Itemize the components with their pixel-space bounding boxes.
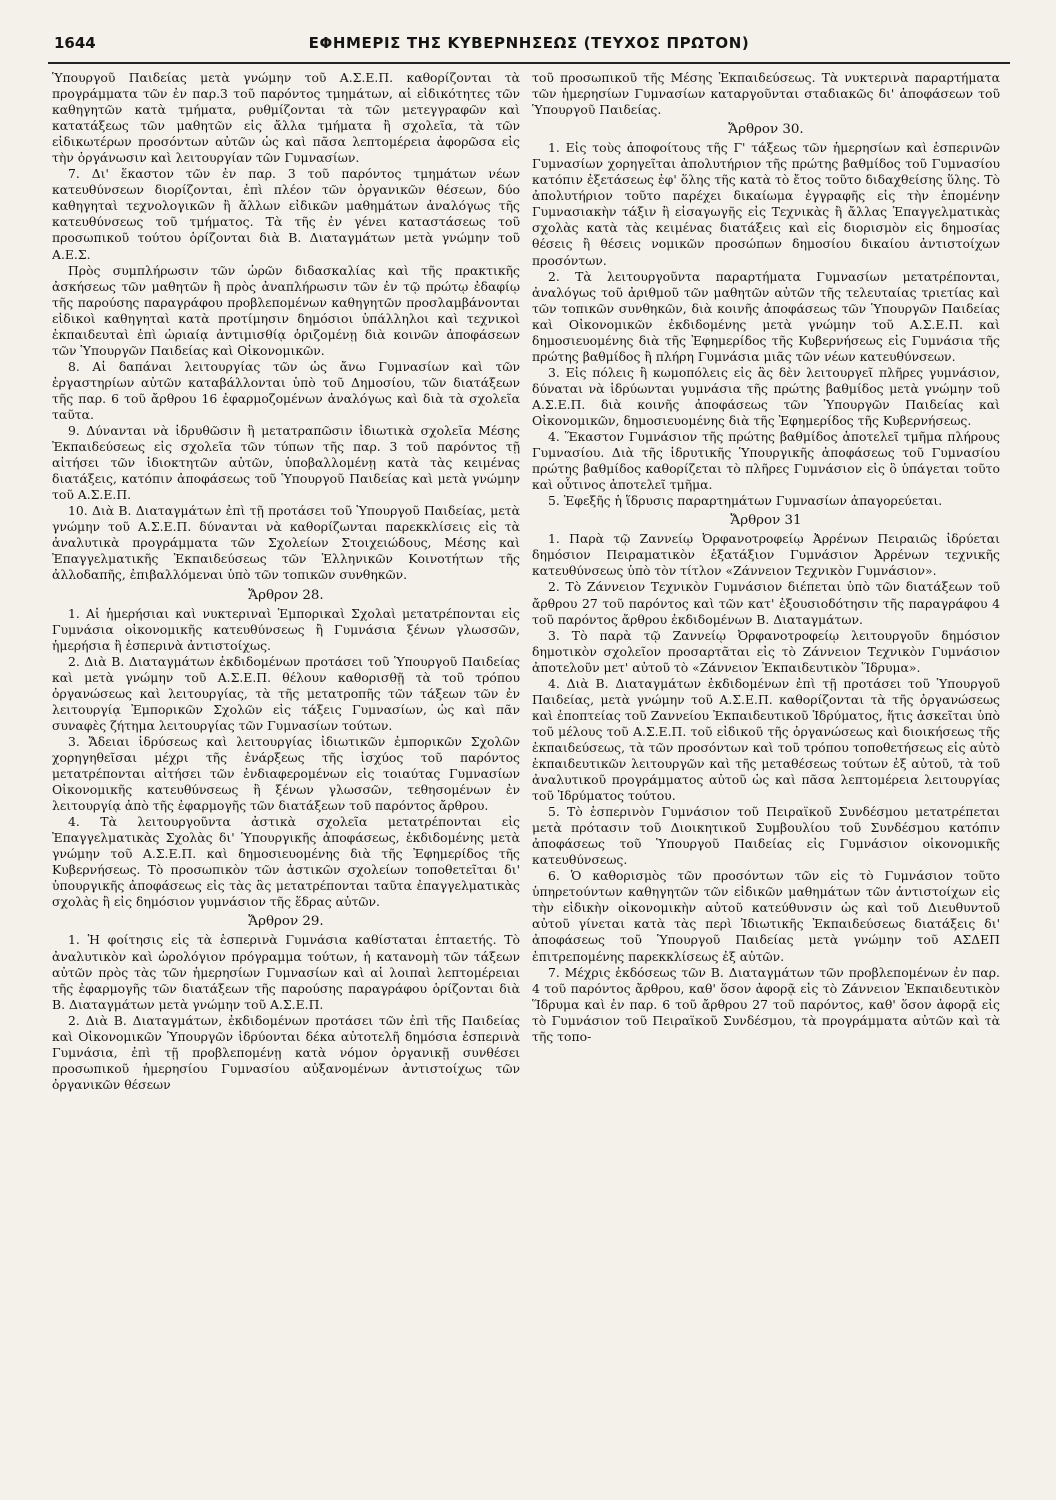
right-paragraph: 3. Τὸ παρὰ τῷ Ζαννείῳ Ὀρφανοτροφείῳ λειτουργοῦν δημόσιον δημοτικὸν σχολεῖον προσαρτᾶται εἰς τὸ Ζάννειον Τεχνικὸν Γυμνάσιον ἀποτελοῦν μετ' αὐτοῦ τὸ «Ζάννειον Ἐκπαιδευτικὸν Ἵδρυμα».	[532, 627, 1000, 675]
right-paragraph: 4. Διὰ Β. Διαταγμάτων ἐκδιδομένων ἐπὶ τῇ προτάσει τοῦ Ὑπουργοῦ Παιδείας, μετὰ γνώμην τοῦ Α.Σ.Ε.Π. καθορίζονται τὰ τῆς ὀργανώσεως καὶ ἐποπτείας τοῦ Ζαννείου Ἐκπαιδευτικοῦ Ἱδρύματος, ἥτις ἀσκεῖται ὑπὸ τοῦ μέλους τοῦ Α.Σ.Ε.Π. τοῦ εἰδικοῦ τῆς ὀργανώσεως καὶ διοικήσεως τῆς ἐκπαιδεύσεως, τὰ τῶν προσόντων καὶ τοῦ τρόπου τοποθετήσεως εἰς αὐτὸ ἐκπαιδευτικῶν λειτουργῶν καὶ τῆς μεταθέσεως τούτων ἐξ αὐτοῦ, τὰ τοῦ ἀναλυτικοῦ προγράμματος αὐτοῦ ὡς καὶ πᾶσα λεπτομέρεια λειτουργίας τοῦ Ἱδρύματος τούτου.	[532, 675, 1000, 804]
right-article-heading: Ἄρθρον 30.	[728, 122, 804, 138]
page-number: 1644	[54, 34, 96, 52]
right-paragraph: τοῦ προσωπικοῦ τῆς Μέσης Ἐκπαιδεύσεως. Τὰ νυκτερινὰ παραρτήματα τῶν ἡμερησίων Γυμνασίων καταργοῦνται σταδιακῶς δι' ἀποφάσεων τοῦ Ὑπουργοῦ Παιδείας.	[532, 70, 1000, 118]
left-paragraph: 8. Αἱ δαπάναι λειτουργίας τῶν ὡς ἄνω Γυμνασίων καὶ τῶν ἐργαστηρίων αὐτῶν καταβάλλονται ὑπὸ τοῦ Δημοσίου, τῶν διατάξεων τῆς παρ. 6 τοῦ ἄρθρου 16 ἐφαρμοζομένων ἀναλόγως καὶ διὰ τὰ σχολεῖα ταῦτα.	[52, 358, 520, 422]
page-header	[48, 28, 1010, 64]
left-paragraph: 3. Ἄδειαι ἱδρύσεως καὶ λειτουργίας ἰδιωτικῶν ἐμπορικῶν Σχολῶν χορηγηθεῖσαι μέχρι τῆς ἐνάρξεως τῆς ἰσχύος τοῦ παρόντος μετατρέπονται αἰτήσει τῶν ἐνδιαφερομένων εἰς τοιαύτας Γυμνασίων Οἰκονομικῆς κατευθύνσεως ἢ ξένων γλωσσῶν, τεθησομένων ἐν λειτουργίᾳ ἀπὸ τῆς ἐφαρμογῆς τῶν διατάξεων τοῦ παρόντος ἄρθρου.	[52, 733, 520, 814]
left-paragraph: 1. Ἡ φοίτησις εἰς τὰ ἑσπερινὰ Γυμνάσια καθίσταται ἑπταετής. Τὸ ἀναλυτικὸν καὶ ὡρολόγιον πρόγραμμα τούτων, ἡ κατανομὴ τῶν τάξεων αὐτῶν πρὸς τὰς τῶν ἡμερησίων Γυμνασίων καὶ αἱ λοιπαὶ λεπτομέρειαι τῆς ἐφαρμογῆς τῶν διατάξεων τῆς παρούσης παραγράφου ὁρίζονται διὰ Β. Διαταγμάτων μετὰ γνώμην τοῦ Α.Σ.Ε.Π.	[52, 932, 520, 1012]
right-paragraph: 2. Τὸ Ζάννειον Τεχνικὸν Γυμνάσιον διέπεται ὑπὸ τῶν διατάξεων τοῦ ἄρθρου 27 τοῦ παρόντος καὶ τῶν κατ' ἐξουσιοδότησιν τῆς παραγράφου 4 τοῦ παρόντος ἄρθρου ἐκδιδομένων Β. Διαταγμάτων.	[532, 579, 1000, 627]
right-paragraph: 5. Τὸ ἑσπερινὸν Γυμνάσιον τοῦ Πειραϊκοῦ Συνδέσμου μετατρέπεται μετὰ πρότασιν τοῦ Διοικητικοῦ Συμβουλίου τοῦ Συνδέσμου κατόπιν ἀποφάσεως τοῦ Ὑπουργοῦ Παιδείας εἰς Γυμνάσιον οἰκονομικῆς κατευθύνσεως.	[532, 804, 1000, 868]
left-paragraph: Πρὸς συμπλήρωσιν τῶν ὡρῶν διδασκαλίας καὶ τῆς πρακτικῆς ἀσκήσεως τῶν μαθητῶν ἢ πρὸς ἀναπλήρωσιν τῶν ἐν τῷ πρώτῳ ἐδαφίῳ τῆς παρούσης παραγράφου προβλεπομένων καθηγητῶν προσλαμβάνονται εἰδικοὶ καθηγηταὶ κατὰ προτίμησιν δημόσιοι ὑπάλληλοι καὶ τεχνικοὶ ἐκπαιδευταὶ ἐπὶ ὡριαίᾳ ἀντιμισθίᾳ ὁριζομένῃ διὰ κοινῶν ἀποφάσεων τῶν Ὑπουργῶν Παιδείας καὶ Οἰκονομικῶν.	[52, 262, 520, 358]
left-article-heading: Ἄρθρον 29.	[248, 914, 324, 930]
left-column	[52, 70, 520, 1488]
left-paragraph: 4. Τὰ λειτουργοῦντα ἀστικὰ σχολεῖα μετατρέπονται εἰς Ἐπαγγελματικὰς Σχολὰς δι' Ὑπουργικῆς ἀποφάσεως, ἐκδιδομένης μετὰ γνώμην τοῦ Α.Σ.Ε.Π. καὶ δημοσιευομένης διὰ τῆς Ἐφημερίδος τῆς Κυβερνήσεως. Τὸ προσωπικὸν τῶν ἀστικῶν σχολείων τοποθετεῖται δι' ὑπουργικῆς ἀποφάσεως εἰς τὰς ἃς μετατρέπονται ταῦτα ἐπαγγελματικὰς σχολὰς ἢ εἰς δημόσιον γυμνάσιον τῆς ἕδρας αὐτῶν.	[52, 814, 520, 910]
left-paragraph: Ὑπουργοῦ Παιδείας μετὰ γνώμην τοῦ Α.Σ.Ε.Π. καθορίζονται τὰ προγράμματα τῶν ἐν παρ.3 τοῦ παρόντος τμημάτων, αἱ εἰδικότητες τῶν καθηγητῶν κατὰ τμήματα, ρυθμίζονται τὰ τῶν μετεγγραφῶν καὶ κατατάξεως τῶν μαθητῶν εἰς ἄλλα τμήματα ἢ σχολεῖα, τὰ τῶν εἰδικωτέρων προσόντων αὐτῶν ὡς καὶ πᾶσα λεπτομέρεια ἀφορῶσα εἰς τὴν ὀργάνωσιν καὶ λειτουργίαν τῶν Γυμνασίων.	[52, 70, 520, 166]
left-paragraph: 10. Διὰ Β. Διαταγμάτων ἐπὶ τῇ προτάσει τοῦ Ὑπουργοῦ Παιδείας, μετὰ γνώμην τοῦ Α.Σ.Ε.Π. δύνανται νὰ καθορίζωνται παρεκκλίσεις εἰς τὰ ἀναλυτικὰ προγράμματα τῶν Σχολείων Στοιχειώδους, Μέσης καὶ Ἐπαγγελματικῆς Ἐκπαιδεύσεως τῶν Ἑλληνικῶν Κοινοτήτων τῆς ἀλλοδαπῆς, ἐπιβαλλόμεναι ὑπὸ τῶν τοπικῶν συνθηκῶν.	[52, 503, 520, 583]
right-paragraph: 3. Εἰς πόλεις ἢ κωμοπόλεις εἰς ἃς δὲν λειτουργεῖ πλῆρες γυμνάσιον, δύναται νὰ ἱδρύωνται γυμνάσια τῆς πρώτης βαθμίδος μετὰ γνώμην τοῦ Α.Σ.Ε.Π. διὰ κοινῆς ἀποφάσεως τῶν Ὑπουργῶν Παιδείας καὶ Οἰκονομικῶν, δημοσιευομένης διὰ τῆς Ἐφημερίδος τῆς Κυβερνήσεως.	[532, 364, 1000, 428]
left-article-heading: Ἄρθρον 28.	[248, 587, 324, 603]
right-paragraph: 6. Ὁ καθορισμὸς τῶν προσόντων τῶν εἰς τὸ Γυμνάσιον τοῦτο ὑπηρετούντων καθηγητῶν τῶν εἰδικῶν μαθημάτων τῶν ἀντιστοίχων εἰς τὴν εἰδικὴν οἰκονομικὴν αὐτοῦ κατεύθυνσιν ὡς καὶ τοῦ Διευθυντοῦ αὐτοῦ γίνεται κατὰ τὰς περὶ Ἰδιωτικῆς Ἐκπαιδεύσεως διατάξεις δι' ἀποφάσεως τοῦ Ὑπουργοῦ Παιδείας μετὰ γνώμην τοῦ ΑΣΔΕΠ ἐπιτρεπομένης παρεκκλίσεως ἐξ αὐτῶν.	[532, 868, 1000, 964]
left-paragraph: 9. Δύνανται νὰ ἱδρυθῶσιν ἢ μετατραπῶσιν ἰδιωτικὰ σχολεῖα Μέσης Ἐκπαιδεύσεως εἰς σχολεῖα τῶν τύπων τῆς παρ. 3 τοῦ παρόντος τῇ αἰτήσει τῶν ἰδιοκτητῶν αὐτῶν, ὑποβαλλομένῃ κατὰ τὰς κειμένας διατάξεις, κατόπιν ἀποφάσεως τοῦ Ὑπουργοῦ Παιδείας καὶ μετὰ γνώμην τοῦ Α.Σ.Ε.Π.	[52, 423, 520, 503]
left-paragraph: 7. Δι' ἕκαστον τῶν ἐν παρ. 3 τοῦ παρόντος τμημάτων νέων κατευθύνσεων διορίζονται, ἐπὶ πλέον τῶν ὀργανικῶν θέσεων, δύο καθηγηταὶ τεχνολογικῶν ἢ ἄλλων εἰδικῶν μαθημάτων ἀναλόγως τῆς κατευθύνσεως τοῦ τμήματος. Τὰ τῆς ἐν γένει καταστάσεως τοῦ προσωπικοῦ τούτου ὁρίζονται διὰ Β. Διαταγμάτων μετὰ γνώμην τοῦ Α.Ε.Σ.	[52, 166, 520, 262]
right-paragraph: 1. Εἰς τοὺς ἀποφοίτους τῆς Γ' τάξεως τῶν ἡμερησίων καὶ ἑσπερινῶν Γυμνασίων χορηγεῖται ἀπολυτήριον τῆς πρώτης βαθμίδος τοῦ Γυμνασίου κατόπιν ἐξετάσεως ἐφ' ὅλης τῆς κατὰ τὸ ἔτος τοῦτο διδαχθείσης ὕλης. Τὸ ἀπολυτήριον τοῦτο παρέχει δικαίωμα ἐγγραφῆς εἰς τὴν ἑπομένην Γυμνασιακὴν τάξιν ἢ εἰσαγωγῆς εἰς Τεχνικὰς ἢ ἄλλας Ἐπαγγελματικὰς σχολὰς κατὰ τὰς κειμένας διατάξεις καὶ εἰς διορισμὸν εἰς δημοσίας θέσεις ἢ θέσεις νομικῶν προσώπων δημοσίου δικαίου ἀντιστοίχων προσόντων.	[532, 140, 1000, 268]
left-paragraph: 2. Διὰ Β. Διαταγμάτων ἐκδιδομένων προτάσει τοῦ Ὑπουργοῦ Παιδείας καὶ μετὰ γνώμην τοῦ Α.Σ.Ε.Π. θέλουν καθορισθῇ τὰ τοῦ τρόπου ὀργανώσεως καὶ λειτουργίας, τὰ τῆς μετατροπῆς τῶν τάξεων τῶν ἐν λειτουργίᾳ Ἐμπορικῶν Σχολῶν εἰς τάξεις Γυμνασίων, ὡς καὶ πᾶν συναφὲς ζήτημα λειτουργίας τῶν Γυμνασίων τούτων.	[52, 653, 520, 733]
right-column	[532, 70, 1000, 1488]
right-paragraph: 7. Μέχρις ἐκδόσεως τῶν Β. Διαταγμάτων τῶν προβλεπομένων ἐν παρ. 4 τοῦ παρόντος ἄρθρου, καθ' ὅσον ἀφορᾷ εἰς τὸ Ζάννειον Ἐκπαιδευτικὸν Ἵδρυμα καὶ ἐν παρ. 6 τοῦ ἄρθρου 27 τοῦ παρόντος, καθ' ὅσον ἀφορᾷ εἰς τὸ Γυμνάσιον τοῦ Πειραϊκοῦ Συνδέσμου, τὰ προγράμματα αὐτῶν καὶ τὰ τῆς τοπο-	[532, 964, 1000, 1044]
right-paragraph: 2. Τὰ λειτουργοῦντα παραρτήματα Γυμνασίων μετατρέπονται, ἀναλόγως τοῦ ἀριθμοῦ τῶν μαθητῶν αὐτῶν τῆς τελευταίας τριετίας καὶ τῶν τοπικῶν συνθηκῶν, διὰ κοινῆς ἀποφάσεως τῶν Ὑπουργῶν Παιδείας καὶ Οἰκονομικῶν ἐκδιδομένης μετὰ γνώμην τοῦ Α.Σ.Ε.Π. καὶ δημοσιευομένης διὰ τῆς Ἐφημερίδος τῆς Κυβερνήσεως εἰς Γυμνάσια τῆς πρώτης βαθμίδος ἢ πλήρη Γυμνάσια μιᾶς τῶν νέων κατευθύνσεων.	[532, 268, 1000, 364]
left-paragraph: 2. Διὰ Β. Διαταγμάτων, ἐκδιδομένων προτάσει τῶν ἐπὶ τῆς Παιδείας καὶ Οἰκονομικῶν Ὑπουργῶν ἱδρύονται δέκα αὐτοτελῆ δημόσια ἑσπερινὰ Γυμνάσια, ἐπὶ τῇ προβλεπομένῃ κατὰ νόμον ὀργανικῇ συνθέσει προσωπικοῦ ἡμερησίου Γυμνασίου αὐξανομένων ἀντιστοίχως τῶν ὀργανικῶν θέσεων	[52, 1012, 520, 1092]
right-paragraph: 1. Παρὰ τῷ Ζαννείῳ Ὀρφανοτροφείῳ Ἀρρένων Πειραιῶς ἱδρύεται δημόσιον Πειραματικὸν ἑξατάξιον Γυμνάσιον Ἀρρένων τεχνικῆς κατευθύνσεως ὑπὸ τὸν τίτλον «Ζάννειον Τεχνικὸν Γυμνάσιον».	[532, 531, 1000, 579]
right-paragraph: 4. Ἕκαστον Γυμνάσιον τῆς πρώτης βαθμίδος ἀποτελεῖ τμῆμα πλήρους Γυμνασίου. Διὰ τῆς ἱδρυτικῆς Ὑπουργικῆς ἀποφάσεως τοῦ Γυμνασίου πρώτης βαθμίδος καθορίζεται τὸ πλῆρες Γυμνάσιον εἰς ὃ ὑπάγεται τοῦτο καὶ οὗτινος ἀποτελεῖ τμῆμα.	[532, 429, 1000, 493]
left-paragraph: 1. Αἱ ἡμερήσιαι καὶ νυκτεριναὶ Ἐμπορικαὶ Σχολαὶ μετατρέπονται εἰς Γυμνάσια οἰκονομικῆς κατευθύνσεως ἢ Γυμνάσια ξένων γλωσσῶν, ἡμερήσια ἢ ἑσπερινὰ ἀντιστοίχως.	[52, 605, 520, 653]
right-article-heading: Ἄρθρον 31	[730, 513, 802, 529]
gazette-title: ΕΦΗΜΕΡΙΣ ΤΗΣ ΚΥΒΕΡΝΗΣΕΩΣ (ΤΕΥΧΟΣ ΠΡΩΤΟΝ)	[308, 34, 750, 52]
right-paragraph: 5. Ἐφεξῆς ἡ ἵδρυσις παραρτημάτων Γυμνασίων ἀπαγορεύεται.	[548, 493, 943, 509]
